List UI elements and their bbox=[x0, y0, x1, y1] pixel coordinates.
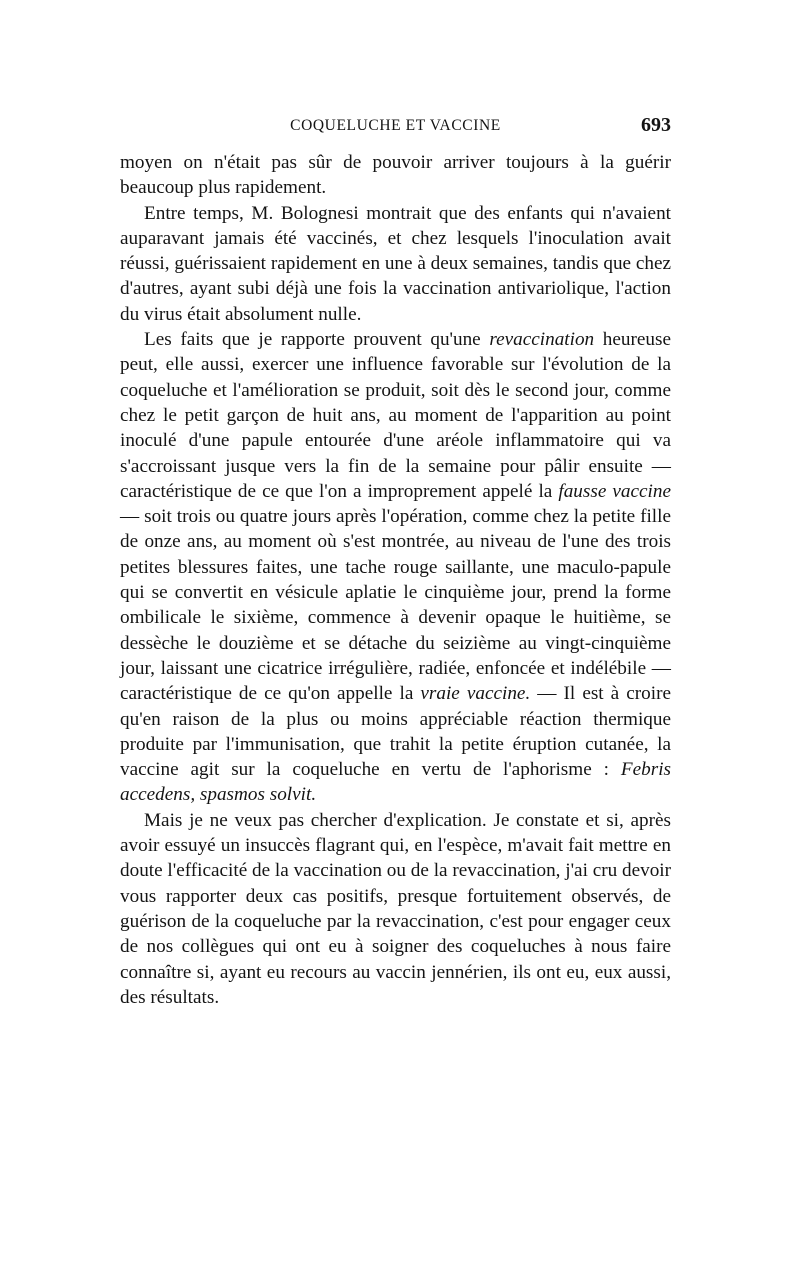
italic-text: Febris accedens, spasmos solvit. bbox=[120, 759, 671, 806]
body-text bbox=[120, 150, 671, 1010]
page-number: 693 bbox=[641, 114, 671, 136]
book-page bbox=[120, 0, 671, 1262]
text-run: Les faits que je rapporte prouvent qu'une bbox=[144, 329, 490, 351]
running-title: COQUELUCHE ET VACCINE bbox=[290, 117, 501, 134]
paragraph bbox=[120, 150, 671, 201]
italic-text: revaccination bbox=[489, 329, 595, 351]
paragraph bbox=[120, 808, 671, 1010]
page-header bbox=[120, 114, 671, 140]
text-run: heureuse peut, elle aussi, exercer une influence favorable sur l'évolution de la coqueluche et l'amélioration se produit, soit dès le second jour, comme chez le petit garçon de huit ans, au moment de l'apparition au point inoculé d'une papule entourée d'une aréole inflammatoire qui va s'accroissant jusque vers la fin de la semaine pour pâlir ensuite — caractéristique de ce que l'on a improprement appelé la bbox=[120, 329, 671, 502]
italic-text: fausse vaccine bbox=[558, 480, 671, 502]
text-run: Entre temps, M. Bolognesi montrait que des enfants qui n'avaient auparavant jamais été vaccinés, et chez lesquels l'inoculation avait réussi, guérissaient rapidement en une à deux semaines, tandis que chez d'autres, ayant subi déjà une fois la vaccination antivariolique, l'action du virus était absolument nulle. bbox=[120, 202, 671, 325]
text-run: — Il est à croire qu'en raison de la plus ou moins appréciable réaction thermique produite par l'immunisation, que trahit la petite éruption cutanée, la vaccine agit sur la coqueluche en vertu de l'aphorisme : bbox=[120, 683, 671, 781]
paragraph bbox=[120, 201, 671, 327]
text-run: moyen on n'était pas sûr de pouvoir arriver toujours à la guérir beaucoup plus rapidement. bbox=[120, 152, 671, 199]
italic-text: vraie vaccine. bbox=[420, 683, 531, 705]
paragraph bbox=[120, 327, 671, 808]
text-run: Mais je ne veux pas chercher d'explication. Je constate et si, après avoir essuyé un insuccès flagrant qui, en l'espèce, m'avait fait mettre en doute l'efficacité de la vaccination ou de la revaccination, j'ai cru devoir vous rapporter deux cas positifs, presque fortuitement observés, de guérison de la coqueluche par la revaccination, c'est pour engager ceux de nos collègues qui ont eu à soigner des coqueluches à nous faire connaître si, ayant eu recours au vaccin jennérien, ils ont eu, eux aussi, des résultats. bbox=[120, 809, 672, 1008]
text-run: — soit trois ou quatre jours après l'opération, comme chez la petite fille de onze ans, au moment où s'est montrée, au niveau de l'une des trois petites blessures faites, une tache rouge saillante, une maculo-papule qui se convertit en vésicule aplatie le cinquième jour, prend la forme ombilicale le sixième, commence à devenir opaque le huitième, se dessèche le douzième et se détache du seizième au vingt-cinquième jour, laissant une cicatrice irrégulière, radiée, enfoncée et indélébile — caractéristique de ce qu'on appelle la bbox=[120, 506, 671, 705]
